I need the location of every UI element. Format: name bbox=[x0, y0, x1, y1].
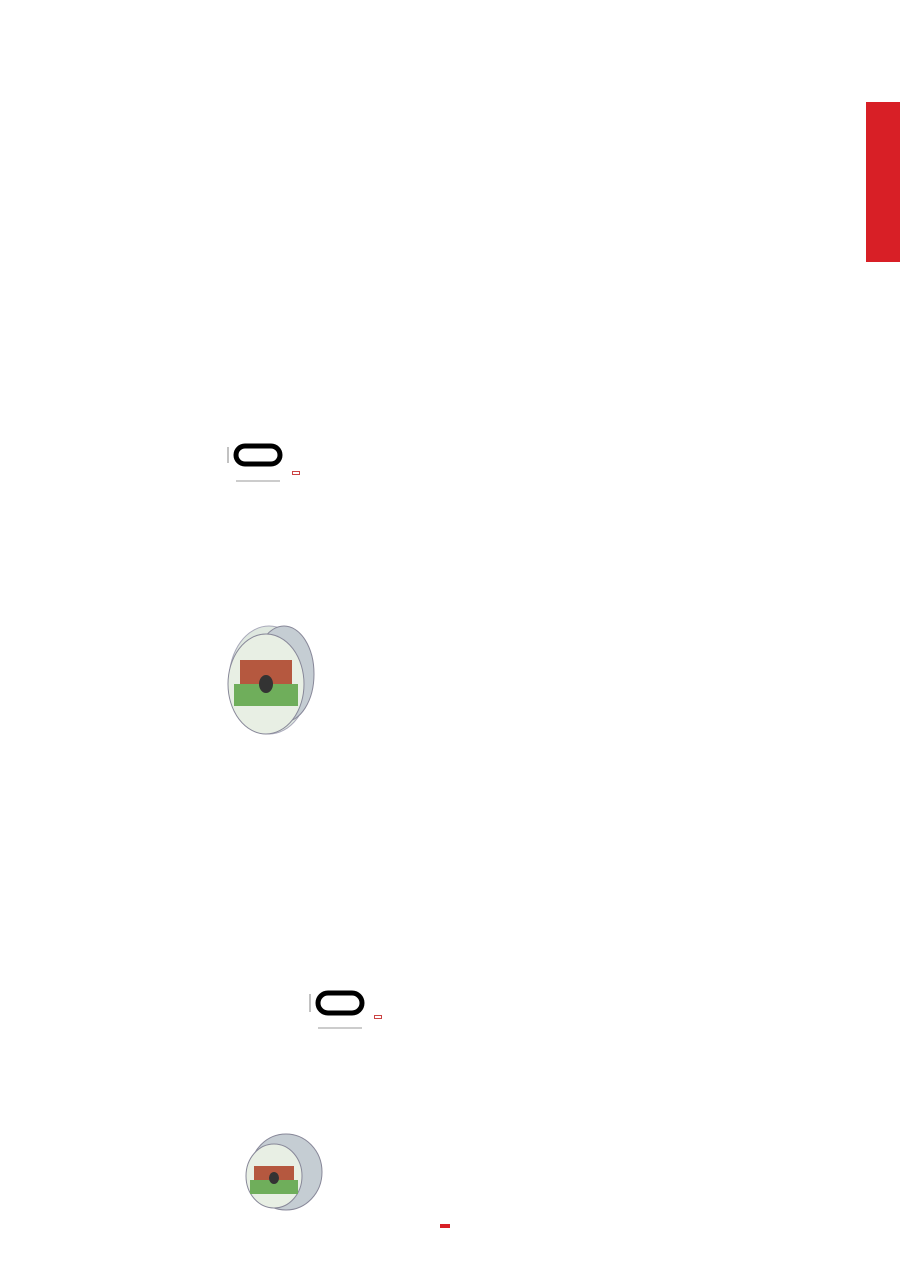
dimension-diagram bbox=[304, 990, 376, 1036]
footer-page-number bbox=[440, 1224, 450, 1228]
dimension-diagram bbox=[222, 443, 294, 489]
welded-badge bbox=[292, 471, 300, 475]
reel-photo bbox=[214, 614, 324, 746]
welded-badge bbox=[374, 1015, 382, 1019]
side-index-tab[interactable] bbox=[866, 102, 900, 262]
reel-photo bbox=[238, 1130, 328, 1212]
